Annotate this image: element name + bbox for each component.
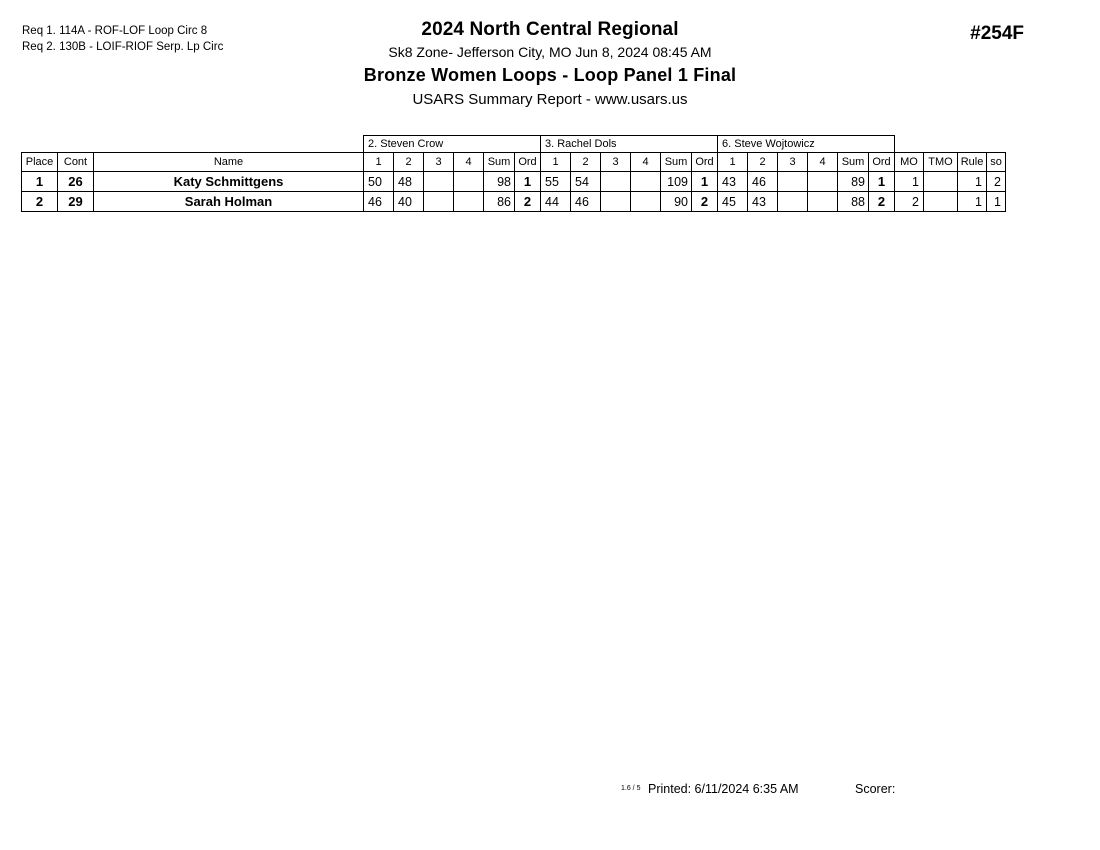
row-j1-score-1: 46 bbox=[364, 192, 394, 212]
header-j2-ord: Ord bbox=[692, 153, 718, 172]
header-place: Place bbox=[22, 153, 58, 172]
version-label: 1.6 / 5 bbox=[621, 785, 641, 792]
row-j3-ord: 1 bbox=[869, 172, 895, 192]
header-j1-score-2: 2 bbox=[394, 153, 424, 172]
row-name: Katy Schmittgens bbox=[94, 172, 364, 192]
row-j1-ord: 2 bbox=[515, 192, 541, 212]
row-cont: 29 bbox=[58, 192, 94, 212]
header-j3-score-1: 1 bbox=[718, 153, 748, 172]
row-j1-sum: 86 bbox=[484, 192, 515, 212]
row-j3-score-4 bbox=[808, 192, 838, 212]
judge-row-spacer-mo bbox=[895, 136, 924, 153]
row-j3-score-3 bbox=[778, 172, 808, 192]
row-j2-ord: 2 bbox=[692, 192, 718, 212]
row-mo: 1 bbox=[895, 172, 924, 192]
header-j2-score-2: 2 bbox=[571, 153, 601, 172]
row-tmo bbox=[924, 172, 958, 192]
judge-row-spacer-cont bbox=[58, 136, 94, 153]
row-name: Sarah Holman bbox=[94, 192, 364, 212]
header-j3-ord: Ord bbox=[869, 153, 895, 172]
header-mo: MO bbox=[895, 153, 924, 172]
header-j1-score-3: 3 bbox=[424, 153, 454, 172]
row-j1-score-2: 48 bbox=[394, 172, 424, 192]
row-j1-score-3 bbox=[424, 172, 454, 192]
row-j2-score-3 bbox=[601, 172, 631, 192]
header-so: so bbox=[987, 153, 1006, 172]
column-header-row bbox=[22, 153, 1006, 172]
page-title: 2024 North Central Regional bbox=[421, 19, 679, 40]
row-j1-score-4 bbox=[454, 172, 484, 192]
row-j2-score-1: 44 bbox=[541, 192, 571, 212]
row-j3-score-4 bbox=[808, 172, 838, 192]
row-tmo bbox=[924, 192, 958, 212]
requirement-line-1: Req 1. 114A - ROF-LOF Loop Circ 8 bbox=[22, 25, 208, 37]
row-j3-score-1: 43 bbox=[718, 172, 748, 192]
judge-header-row bbox=[22, 136, 1006, 153]
header-j3-score-3: 3 bbox=[778, 153, 808, 172]
venue-line: Sk8 Zone- Jefferson City, MO Jun 8, 2024 08:45 AM bbox=[388, 44, 712, 60]
row-so: 1 bbox=[987, 192, 1006, 212]
table-row bbox=[22, 192, 1006, 212]
row-j1-score-3 bbox=[424, 192, 454, 212]
row-j3-score-2: 46 bbox=[748, 172, 778, 192]
judge-row-spacer-rule bbox=[958, 136, 987, 153]
header-rule: Rule bbox=[958, 153, 987, 172]
row-j3-score-3 bbox=[778, 192, 808, 212]
row-rule: 1 bbox=[958, 192, 987, 212]
header-cont: Cont bbox=[58, 153, 94, 172]
judge-1-name: 2. Steven Crow bbox=[364, 136, 541, 153]
row-cont: 26 bbox=[58, 172, 94, 192]
row-j2-score-3 bbox=[601, 192, 631, 212]
printed-label: Printed: 6/11/2024 6:35 AM bbox=[648, 782, 799, 796]
table-row bbox=[22, 172, 1006, 192]
judge-row-spacer-name bbox=[94, 136, 364, 153]
header-j2-sum: Sum bbox=[661, 153, 692, 172]
judge-3-name: 6. Steve Wojtowicz bbox=[718, 136, 895, 153]
header-j1-sum: Sum bbox=[484, 153, 515, 172]
judge-row-spacer-tmo bbox=[924, 136, 958, 153]
row-j1-score-1: 50 bbox=[364, 172, 394, 192]
scorer-label: Scorer: bbox=[855, 782, 896, 796]
judge-2-name: 3. Rachel Dols bbox=[541, 136, 718, 153]
header-j3-score-4: 4 bbox=[808, 153, 838, 172]
row-j2-score-4 bbox=[631, 172, 661, 192]
row-place: 2 bbox=[22, 192, 58, 212]
row-j3-ord: 2 bbox=[869, 192, 895, 212]
row-j1-sum: 98 bbox=[484, 172, 515, 192]
row-j1-ord: 1 bbox=[515, 172, 541, 192]
row-j2-sum: 109 bbox=[661, 172, 692, 192]
header-j2-score-4: 4 bbox=[631, 153, 661, 172]
row-j3-sum: 89 bbox=[838, 172, 869, 192]
header-j2-score-3: 3 bbox=[601, 153, 631, 172]
row-j2-score-4 bbox=[631, 192, 661, 212]
report-header bbox=[0, 18, 1100, 112]
header-j2-score-1: 1 bbox=[541, 153, 571, 172]
row-mo: 2 bbox=[895, 192, 924, 212]
requirement-line-2: Req 2. 130B - LOIF-RIOF Serp. Lp Circ bbox=[22, 41, 224, 53]
report-subtitle: USARS Summary Report - www.usars.us bbox=[412, 91, 688, 108]
event-title: Bronze Women Loops - Loop Panel 1 Final bbox=[363, 65, 737, 85]
row-j1-score-4 bbox=[454, 192, 484, 212]
row-j3-sum: 88 bbox=[838, 192, 869, 212]
row-j2-score-2: 54 bbox=[571, 172, 601, 192]
row-j1-score-2: 40 bbox=[394, 192, 424, 212]
row-so: 2 bbox=[987, 172, 1006, 192]
header-j1-ord: Ord bbox=[515, 153, 541, 172]
header-j1-score-1: 1 bbox=[364, 153, 394, 172]
results-table bbox=[21, 135, 1006, 212]
header-j1-score-4: 4 bbox=[454, 153, 484, 172]
row-place: 1 bbox=[22, 172, 58, 192]
header-j3-sum: Sum bbox=[838, 153, 869, 172]
row-j2-ord: 1 bbox=[692, 172, 718, 192]
row-rule: 1 bbox=[958, 172, 987, 192]
header-tmo: TMO bbox=[924, 153, 958, 172]
row-j3-score-2: 43 bbox=[748, 192, 778, 212]
row-j2-score-2: 46 bbox=[571, 192, 601, 212]
header-j3-score-2: 2 bbox=[748, 153, 778, 172]
results-table-container bbox=[21, 135, 1006, 212]
header-name: Name bbox=[94, 153, 364, 172]
row-j2-sum: 90 bbox=[661, 192, 692, 212]
judge-row-spacer-place bbox=[22, 136, 58, 153]
event-number: #254F bbox=[970, 23, 1024, 44]
row-j3-score-1: 45 bbox=[718, 192, 748, 212]
judge-row-spacer-so bbox=[987, 136, 1006, 153]
row-j2-score-1: 55 bbox=[541, 172, 571, 192]
